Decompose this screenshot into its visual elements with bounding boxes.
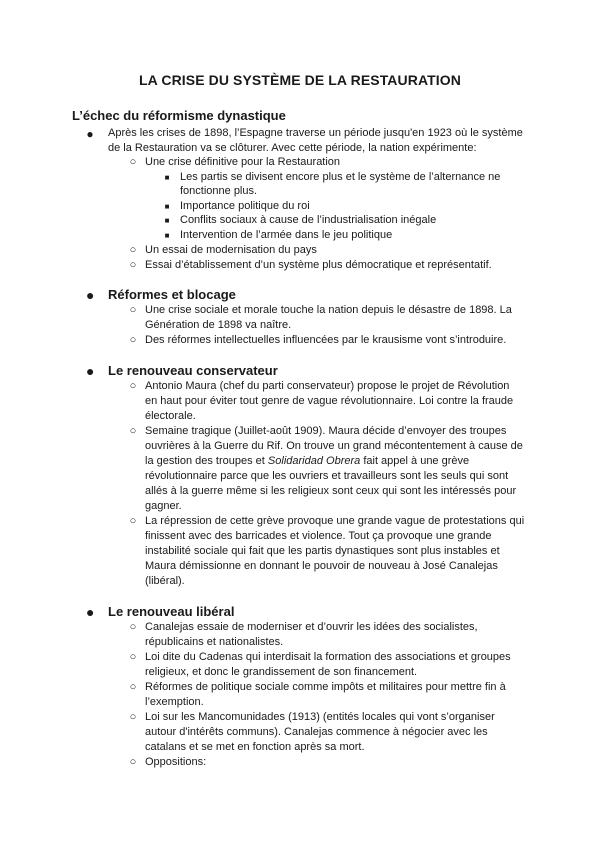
bullet-circle: ○ [129, 304, 137, 316]
reformes-sociales-line-1: Réformes de politique sociale comme impôts et militaires pour mettre fin à [145, 681, 506, 693]
maura-line-3: électorale. [145, 410, 196, 422]
bullet-disc: ● [86, 604, 95, 620]
point-conflits: Conflits sociaux à cause de l’industrialisation inégale [180, 214, 437, 226]
sub-item-democratique: Essai d’établissement d’un système plus démocratique et représentatif. [145, 259, 492, 271]
intro-line-2: de la Restauration va se clôturer. Avec cette période, la nation expérimente: [108, 142, 477, 154]
sub-item-crise: Une crise définitive pour la Restauration [145, 156, 341, 168]
bullet-disc: ● [86, 127, 94, 141]
bullet-circle: ○ [129, 651, 137, 663]
repression-line-1: La répression de cette grève provoque une grande vague de protestations qui [145, 515, 525, 527]
bullet-circle: ○ [129, 380, 137, 392]
reformes-item-2: Des réformes intellectuelles influencées par le krausisme vont s’introduire. [145, 334, 507, 346]
reformes-sociales-line-2: l’exemption. [145, 696, 204, 708]
point-roi: Importance politique du roi [180, 200, 310, 212]
semaine-line-1: Semaine tragique (Juillet-août 1909). Maura décide d’envoyer des troupes [145, 425, 507, 437]
bullet-circle: ○ [129, 681, 137, 693]
bullet-disc: ● [86, 287, 95, 303]
semaine-line-3-start: la gestion des troupes et [145, 455, 268, 467]
reformes-item-1-line-2: Génération de 1898 va naître. [145, 319, 292, 331]
bullet-circle: ○ [129, 621, 137, 633]
semaine-line-3 [145, 454, 469, 469]
intro-line-1: Après les crises de 1898, l’Espagne traverse un période jusqu'en 1923 où le système [108, 127, 523, 139]
mancomunidades-line-1: Loi sur les Mancomunidades (1913) (entités locales qui vont s’organiser [145, 711, 495, 723]
page-title: LA CRISE DU SYSTÈME DE LA RESTAURATION [139, 72, 461, 88]
repression-line-5: (libéral). [145, 575, 185, 587]
cadenas-line-2: religieux, et donc le grandissement de son financement. [145, 666, 418, 678]
sub-item-modernisation: Un essai de modernisation du pays [145, 244, 317, 256]
bullet-circle: ○ [129, 756, 137, 768]
repression-line-4: Maura démissionne en donnant le pouvoir de nouveau à José Canalejas [145, 560, 498, 572]
bullet-square: ■ [164, 231, 170, 240]
section-heading-liberal: Le renouveau libéral [108, 604, 235, 619]
bullet-square: ■ [164, 216, 170, 225]
bullet-circle: ○ [129, 156, 137, 168]
repression-line-3: instabilité sociale qui fait que les partis dynastiques sont plus instables et [145, 545, 500, 557]
oppositions-item: Oppositions: [145, 756, 207, 768]
solidaridad-obrera-italic: Solidaridad Obrera [267, 455, 361, 467]
maura-line-1: Antonio Maura (chef du parti conservateur) propose le projet de Révolution [145, 380, 510, 392]
section-heading-reformisme: L’échec du réformisme dynastique [72, 108, 286, 123]
point-partis-line-1: Les partis se divisent encore plus et le système de l’alternance ne [180, 171, 501, 183]
bullet-circle: ○ [129, 259, 137, 271]
maura-line-2: en haut pour éviter tout genre de vague révolutionnaire. Loi contre la fraude [145, 395, 514, 407]
semaine-line-3-end: fait appel à une grève [360, 455, 470, 467]
reformes-item-1-line-1: Une crise sociale et morale touche la nation depuis le désastre de 1898. La [145, 304, 512, 316]
point-armee: Intervention de l’armée dans le jeu politique [180, 229, 393, 241]
semaine-line-4: révolutionnaire parce que les ouvriers et travailleurs sont les seuls qui sont [145, 470, 509, 482]
mancomunidades-line-3: catalans et se met en fonction après sa mort. [145, 741, 365, 753]
bullet-circle: ○ [129, 334, 137, 346]
mancomunidades-line-2: autour d'intérêts communs). Canalejas commence à négocier avec les [145, 726, 488, 738]
section-heading-conservateur: Le renouveau conservateur [108, 363, 278, 378]
bullet-disc: ● [86, 363, 95, 379]
repression-line-2: finissent avec des barricades et violence. Tout ça provoque une grande [145, 530, 492, 542]
bullet-square: ■ [164, 173, 170, 182]
section-heading-reformes: Réformes et blocage [108, 287, 236, 302]
bullet-circle: ○ [129, 425, 137, 437]
bullet-circle: ○ [129, 244, 137, 256]
semaine-line-5: allés à la guerre même si les religieux sont ceux qui sont les intéressés pour [145, 485, 517, 497]
cadenas-line-1: Loi dite du Cadenas qui interdisait la formation des associations et groupes [145, 651, 511, 663]
semaine-line-6: gagner. [145, 500, 182, 512]
canalejas-line-2: républicains et nationalistes. [145, 636, 284, 648]
canalejas-line-1: Canalejas essaie de moderniser et d’ouvrir les idées des socialistes, [145, 621, 478, 633]
bullet-square: ■ [164, 202, 170, 211]
semaine-line-2: ouvrières à la Guerre du Rif. On trouve un grand mécontentement à cause de [145, 440, 523, 452]
point-partis-line-2: fonctionne plus. [180, 185, 258, 197]
bullet-circle: ○ [129, 711, 137, 723]
bullet-circle: ○ [129, 515, 137, 527]
